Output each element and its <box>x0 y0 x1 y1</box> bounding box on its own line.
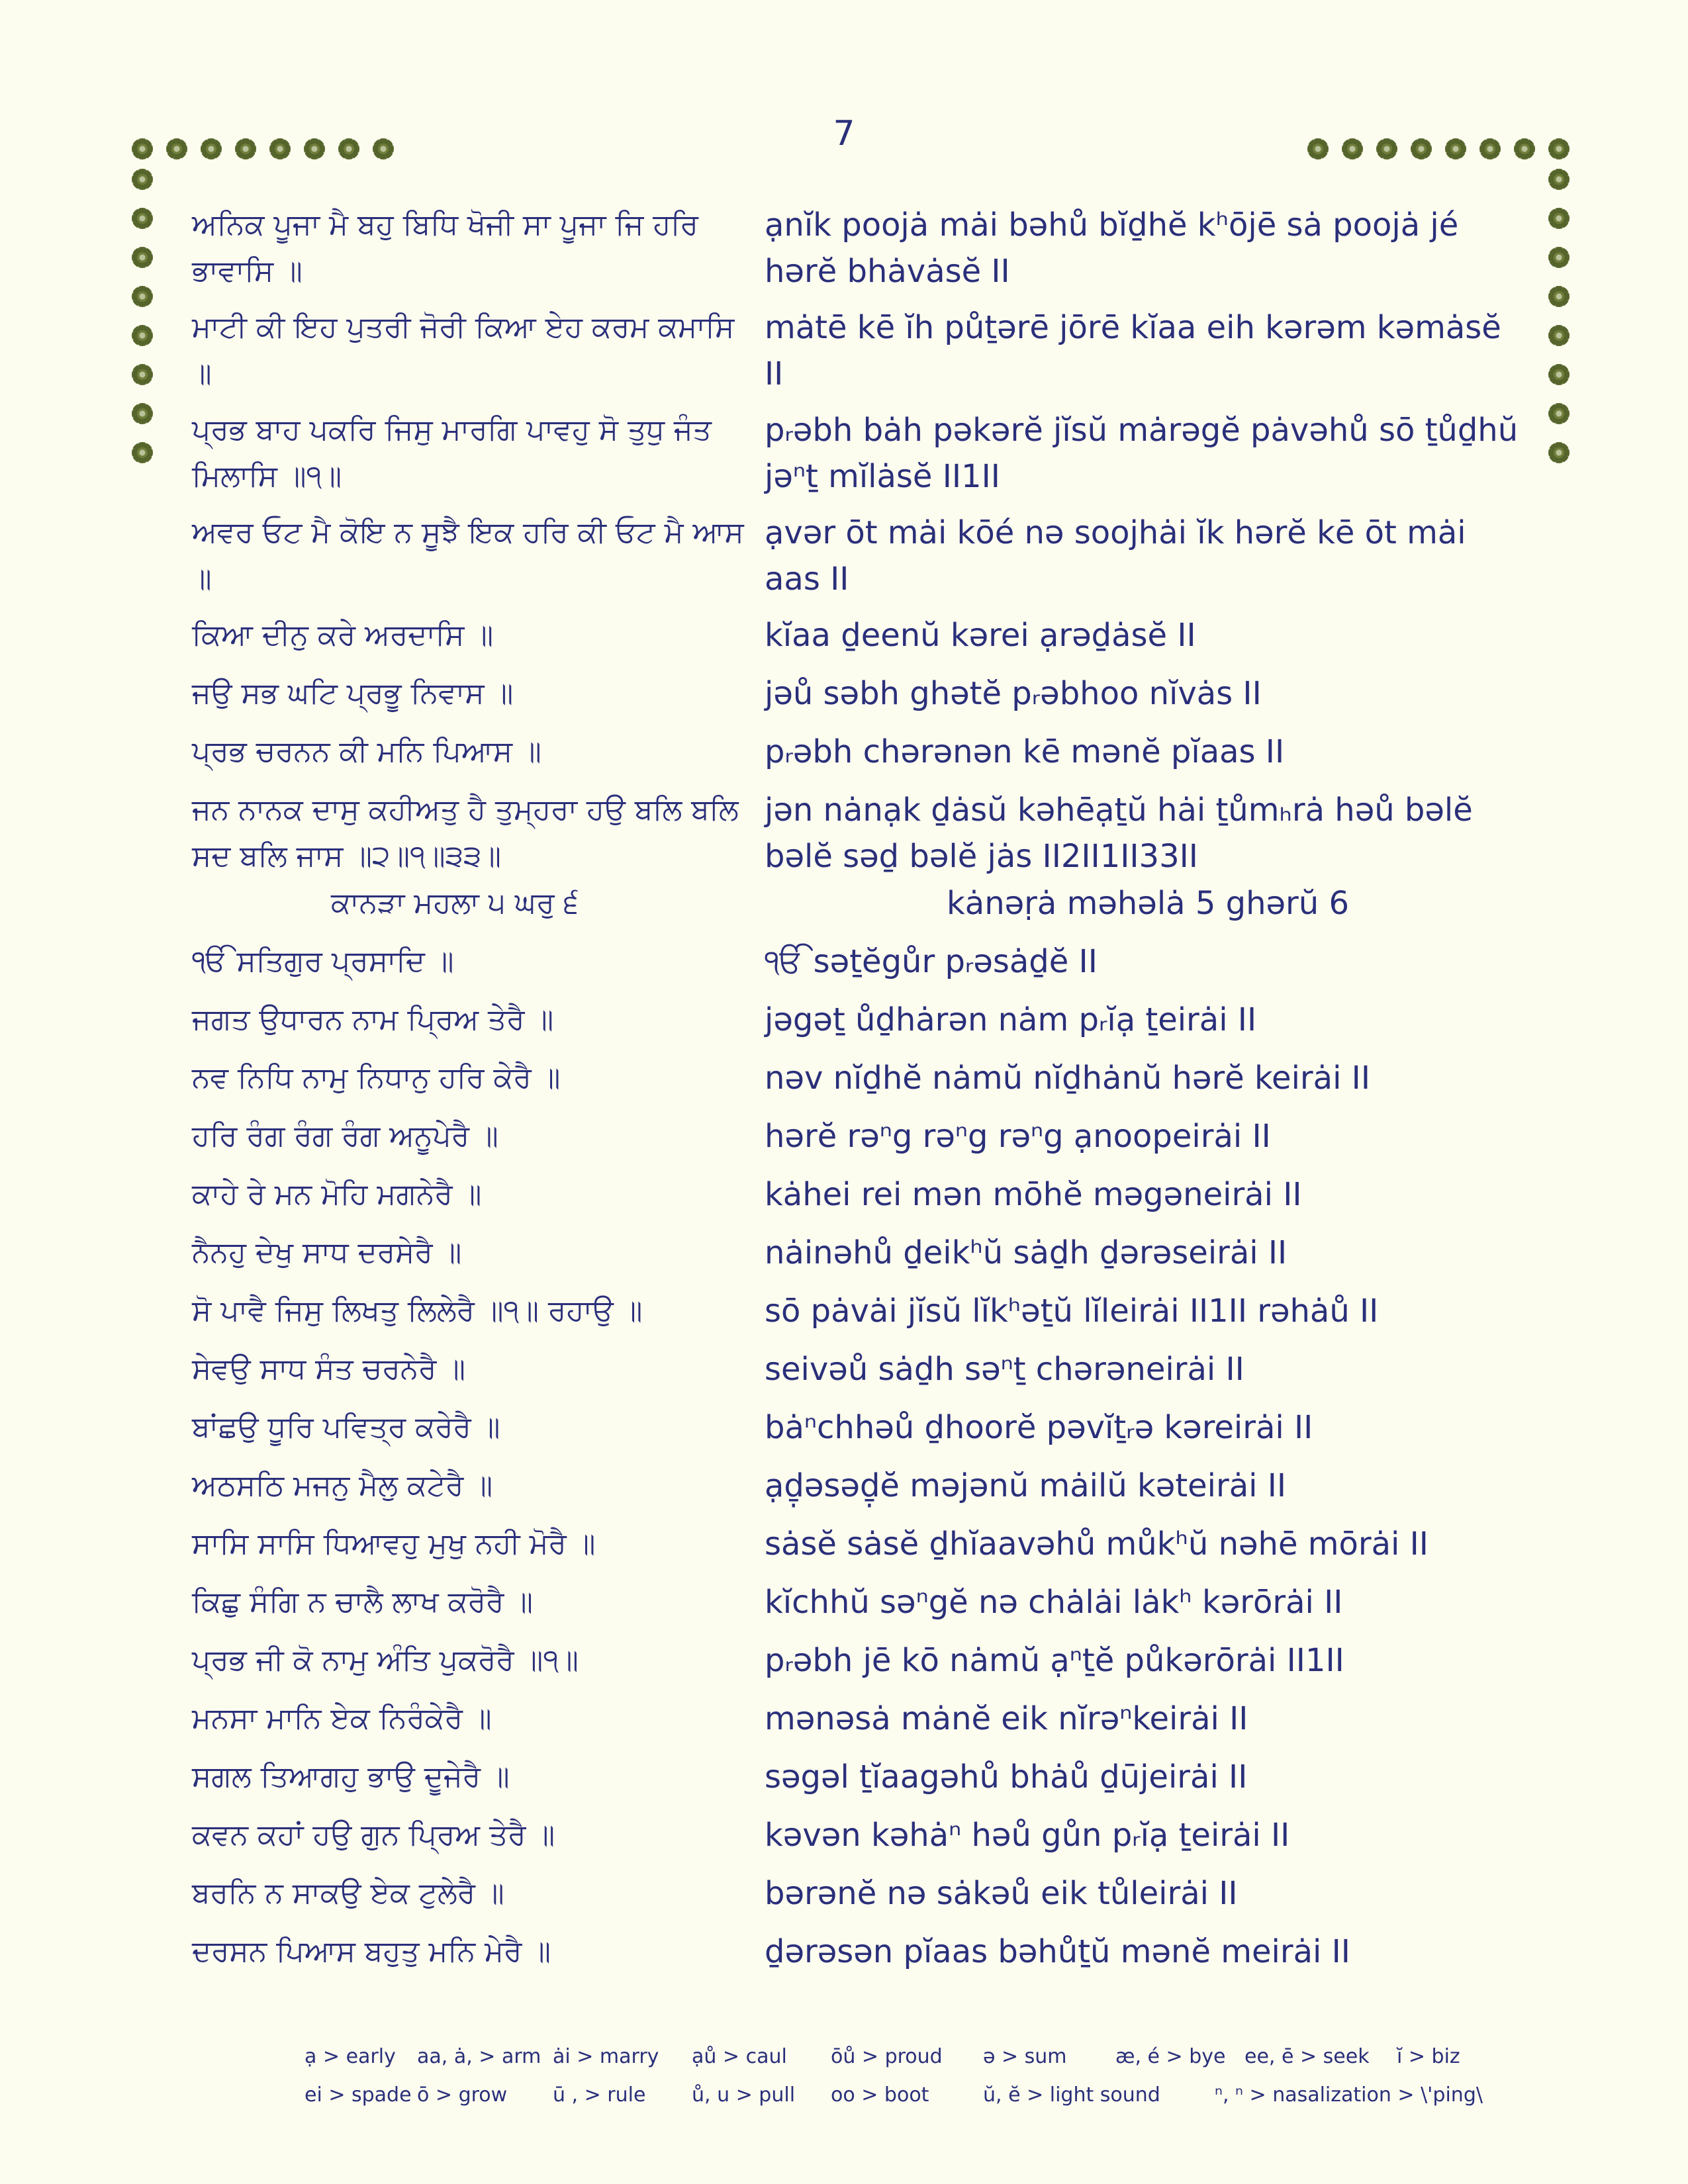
gurmukhi-text: ਦਰਸਨ ਪਿਆਸ ਬਹੁਤੁ ਮਨਿ ਮੇਰੈ ॥ <box>192 1934 551 1968</box>
transliteration-text: sō pȧvȧi jĭsŭ lĭkʰəṯŭ lĭleirȧi II1II rəhȧů II <box>765 1293 1379 1330</box>
gurmukhi-text: ਕਿਆ ਦੀਨੁ ਕਰੇ ਅਰਦਾਸਿ ॥ <box>192 618 494 652</box>
transliteration-text: ạḏ̣əsəḏ̣ĕ məjənŭ mȧilŭ kəteirȧi II <box>765 1467 1287 1504</box>
gurmukhi-text: ਅਠਸਠਿ ਮਜਨੁ ਮੈਲੁ ਕਟੇਰੈ ॥ <box>192 1469 493 1502</box>
legend-entry: ȧi > marry <box>553 2045 659 2068</box>
transliteration-text: jəgəṯ ůḏhȧrən nȧm pᵣĭạ ṯeirȧi II <box>765 1001 1257 1038</box>
flower-ornament-icon <box>1550 210 1568 227</box>
transliteration-text: pᵣəbh chərənən kē mənĕ pĭaas II <box>765 733 1285 770</box>
transliteration-text: ạvər ōt mȧi kōé nə soojhȧi ĭk hərĕ kē ōt mȧi aas II <box>765 514 1466 598</box>
flower-ornament-icon <box>134 288 151 305</box>
flower-ornament-icon <box>1550 249 1568 266</box>
gurmukhi-text: ਸੋ ਪਾਵੈ ਜਿਸੁ ਲਿਖਤੁ ਲਿਲੇਰੈ ॥੧॥ ਰਹਾਉ ॥ <box>192 1294 643 1328</box>
flower-ornament-icon <box>375 140 392 158</box>
flower-ornament-icon <box>134 171 151 188</box>
flower-ornament-icon <box>203 140 220 158</box>
legend-entry: ə > sum <box>983 2045 1067 2068</box>
gurmukhi-text: ਕਾਨੜਾ ਮਹਲਾ ੫ ਘਰੁ ੬ <box>331 886 579 920</box>
transliteration-text: ạnĭk poojȧ mȧi bəhů bĭḏhĕ kʰōjē sȧ poojȧ jé hərĕ bhȧvȧsĕ II <box>765 206 1459 290</box>
legend-entry: ōů > proud <box>831 2045 943 2068</box>
flower-ornament-icon <box>1550 288 1568 305</box>
transliteration-text: ੴ səṯĕgůr pᵣəsȧḏĕ II <box>765 943 1098 980</box>
legend-entry: ů, u > pull <box>692 2083 796 2107</box>
legend-entry: ū , > rule <box>553 2083 646 2107</box>
transliteration-text: jəů səbh ghətĕ pᵣəbhoo nĭvȧs II <box>765 675 1262 712</box>
transliteration-text: sȧsĕ sȧsĕ ḏhĭaavəhů můkʰŭ nəhē mōrȧi II <box>765 1525 1429 1563</box>
flower-ornament-icon <box>237 140 254 158</box>
gurmukhi-text: ਬਰਨਿ ਨ ਸਾਕਉ ਏਕ ਟੁਲੇਰੈ ॥ <box>192 1876 504 1910</box>
transliteration-text: kȧhei rei mən mōhĕ məgəneirȧi II <box>765 1176 1302 1213</box>
transliteration-text: mənəsȧ mȧnĕ eik nĭrəⁿkeirȧi II <box>765 1700 1248 1737</box>
gurmukhi-text: ਅਵਰ ਓਟ ਮੈ ਕੋਇ ਨ ਸੂਝੈ ਇਕ ਹਰਿ ਕੀ ਓਟ ਮੈ ਆਸ ॥ <box>192 516 744 596</box>
legend-entry: ō > grow <box>417 2083 508 2107</box>
legend-entry: ei > spade <box>305 2083 412 2107</box>
legend-entry: oo > boot <box>831 2083 929 2107</box>
legend-entry: ee, ē > seek <box>1244 2045 1370 2068</box>
transliteration-text: bərənĕ nə sȧkəů eik tůleirȧi II <box>765 1875 1238 1912</box>
transliteration-text: kĭaa ḏeenŭ kərei ạrəḏȧsĕ II <box>765 617 1196 654</box>
flower-ornament-icon <box>1550 444 1568 461</box>
gurmukhi-text: ਸਗਲ ਤਿਆਗਹੁ ਭਾਉ ਦੂਜੇਰੈ ॥ <box>192 1760 510 1794</box>
transliteration-text: kĭchhŭ səⁿgĕ nə chȧlȧi lȧkʰ kərōrȧi II <box>765 1584 1343 1621</box>
flower-ornament-icon <box>134 366 151 383</box>
gurmukhi-text: ਜਗਤ ਉਧਾਰਨ ਨਾਮ ਪ੍ਰਿਅ ਤੇਰੈ ॥ <box>192 1003 554 1036</box>
flower-ornament-icon <box>1550 366 1568 383</box>
flower-ornament-icon <box>134 140 151 158</box>
gurmukhi-text: ਪ੍ਰਭ ਬਾਹ ਪਕਰਿ ਜਿਸੁ ਮਾਰਗਿ ਪਾਵਹੁ ਸੋ ਤੁਧੁ ਜੰਤ ਮਿਲਾਸਿ ॥੧॥ <box>192 413 712 493</box>
legend-entry: ĭ > biz <box>1397 2045 1460 2068</box>
gurmukhi-text: ਸਾਸਿ ਸਾਸਿ ਧਿਆਵਹੁ ਮੁਖੁ ਨਹੀ ਮੋਰੈ ॥ <box>192 1527 596 1561</box>
flower-ornament-icon <box>134 210 151 227</box>
gurmukhi-text: ਮਨਸਾ ਮਾਨਿ ਏਕ ਨਿਰੰਕੇਰੈ ॥ <box>192 1702 492 1735</box>
gurmukhi-text: ਨੈਨਹੁ ਦੇਖੁ ਸਾਧ ਦਰਸੇਰੈ ॥ <box>192 1236 462 1269</box>
transliteration-text: nəv nĭḏhĕ nȧmŭ nĭḏhȧnŭ hərĕ keirȧi II <box>765 1060 1370 1097</box>
transliteration-text: kəvən kəhȧⁿ həů gůn pᵣĭạ ṯeirȧi II <box>765 1817 1290 1854</box>
transliteration-text: kȧnəṛȧ məhəlȧ 5 ghərŭ 6 <box>947 885 1349 922</box>
gurmukhi-text: ਕਵਨ ਕਹਾਂ ਹਉ ਗੁਨ ਪ੍ਰਿਅ ਤੇਰੈ ॥ <box>192 1818 555 1852</box>
flower-ornament-icon <box>134 405 151 422</box>
transliteration-text: mȧtē kē ĭh půṯərē jōrē kĭaa eih kərəm kəmȧsĕ II <box>765 309 1501 392</box>
legend-entry: ạů > caul <box>692 2045 787 2068</box>
transliteration-text: hərĕ rəⁿg rəⁿg rəⁿg ạnoopeirȧi II <box>765 1118 1271 1155</box>
flower-ornament-icon <box>134 444 151 461</box>
gurmukhi-text: ਸੇਵਉ ਸਾਧ ਸੰਤ ਚਰਨੇਰੈ ॥ <box>192 1352 466 1386</box>
transliteration-text: pᵣəbh jē kō nȧmŭ ạⁿṯĕ půkərōrȧi II1II <box>765 1642 1344 1679</box>
flower-ornament-icon <box>1550 140 1568 158</box>
flower-ornament-icon <box>1447 140 1464 158</box>
flower-ornament-icon <box>1550 327 1568 344</box>
transliteration-text: pᵣəbh bȧh pəkərĕ jĭsŭ mȧrəgĕ pȧvəhů sō ṯůḏhŭ jəⁿṯ mĭlȧsĕ II1II <box>765 412 1519 495</box>
flower-ornament-icon <box>1344 140 1361 158</box>
flower-ornament-icon <box>1378 140 1395 158</box>
gurmukhi-text: ਪ੍ਰਭ ਜੀ ਕੋ ਨਾਮੁ ਅੰਤਿ ਪੁਕਰੋਰੈ ॥੧॥ <box>192 1643 579 1677</box>
gurmukhi-text: ਜਨ ਨਾਨਕ ਦਾਸੁ ਕਹੀਅਤੁ ਹੈ ਤੁਮ੍ਹਰਾ ਹਉ ਬਲਿ ਬਲਿ ਸਦ ਬਲਿ ਜਾਸ ॥੨॥੧॥੩੩॥ <box>192 793 739 873</box>
page-number: 7 <box>833 114 855 154</box>
flower-ornament-icon <box>1550 405 1568 422</box>
flower-ornament-icon <box>134 327 151 344</box>
legend-entry: ŭ, ĕ > light sound <box>983 2083 1160 2107</box>
gurmukhi-text: ੴ ਸਤਿਗੁਰ ਪ੍ਰਸਾਦਿ ॥ <box>192 944 454 978</box>
legend-entry: aa, ȧ, > arm <box>417 2045 541 2068</box>
flower-ornament-icon <box>1550 171 1568 188</box>
gurmukhi-text: ਹਰਿ ਰੰਗ ਰੰਗ ਰੰਗ ਅਨੂਪੇਰੈ ॥ <box>192 1119 498 1153</box>
gurmukhi-text: ਪ੍ਰਭ ਚਰਨਨ ਕੀ ਮਨਿ ਪਿਆਸ ॥ <box>192 735 541 768</box>
transliteration-text: bȧⁿchhəů ḏhoorĕ pəvĭṯᵣə kəreirȧi II <box>765 1409 1313 1446</box>
transliteration-text: nȧinəhů ḏeikʰŭ sȧḏh ḏərəseirȧi II <box>765 1234 1288 1271</box>
flower-ornament-icon <box>1309 140 1327 158</box>
flower-ornament-icon <box>134 249 151 266</box>
gurmukhi-text: ਅਨਿਕ ਪੂਜਾ ਮੈ ਬਹੁ ਬਿਧਿ ਖੋਜੀ ਸਾ ਪੂਜਾ ਜਿ ਹਰਿ ਭਾਵਾਸਿ ॥ <box>192 208 698 288</box>
gurmukhi-text: ਕਿਛੁ ਸੰਗਿ ਨ ਚਾਲੈ ਲਾਖ ਕਰੋਰੈ ॥ <box>192 1585 533 1619</box>
flower-ornament-icon <box>1481 140 1499 158</box>
flower-ornament-icon <box>168 140 185 158</box>
legend-entry: ạ > early <box>305 2045 396 2068</box>
legend-entry: æ, é > bye <box>1115 2045 1226 2068</box>
gurmukhi-text: ਜਉ ਸਭ ਘਟਿ ਪ੍ਰਭੂ ਨਿਵਾਸ ॥ <box>192 676 514 710</box>
gurmukhi-text: ਬਾਂਛਉ ਧੂਰਿ ਪਵਿਤ੍ਰ ਕਰੇਰੈ ॥ <box>192 1410 500 1444</box>
flower-ornament-icon <box>306 140 323 158</box>
flower-ornament-icon <box>1413 140 1430 158</box>
transliteration-text: səgəl ṯĭaagəhů bhȧů ḏūjeirȧi II <box>765 1758 1248 1796</box>
transliteration-text: seivəů sȧḏh səⁿṯ chərəneirȧi II <box>765 1351 1244 1388</box>
transliteration-text: jən nȧnạk ḏȧsŭ kəhēạṯŭ hȧi ṯůmₕrȧ həů bəlĕ bəlĕ səḏ bəlĕ jȧs II2II1II33II <box>765 792 1473 875</box>
flower-ornament-icon <box>271 140 289 158</box>
gurmukhi-text: ਮਾਟੀ ਕੀ ਇਹ ਪੁਤਰੀ ਜੋਰੀ ਕਿਆ ਏਹ ਕਰਮ ਕਮਾਸਿ ॥ <box>192 310 735 390</box>
legend-entry: ⁿ, ⁿ > nasalization > \'ping\ <box>1215 2083 1483 2107</box>
transliteration-text: ḏərəsən pĭaas bəhůṯŭ mənĕ meirȧi II <box>765 1933 1350 1970</box>
gurmukhi-text: ਕਾਹੇ ਰੇ ਮਨ ਮੋਹਿ ਮਗਨੇਰੈ ॥ <box>192 1177 482 1211</box>
gurmukhi-text: ਨਵ ਨਿਧਿ ਨਾਮੁ ਨਿਧਾਨੁ ਹਰਿ ਕੇਰੈ ॥ <box>192 1061 561 1095</box>
flower-ornament-icon <box>1516 140 1533 158</box>
flower-ornament-icon <box>340 140 357 158</box>
